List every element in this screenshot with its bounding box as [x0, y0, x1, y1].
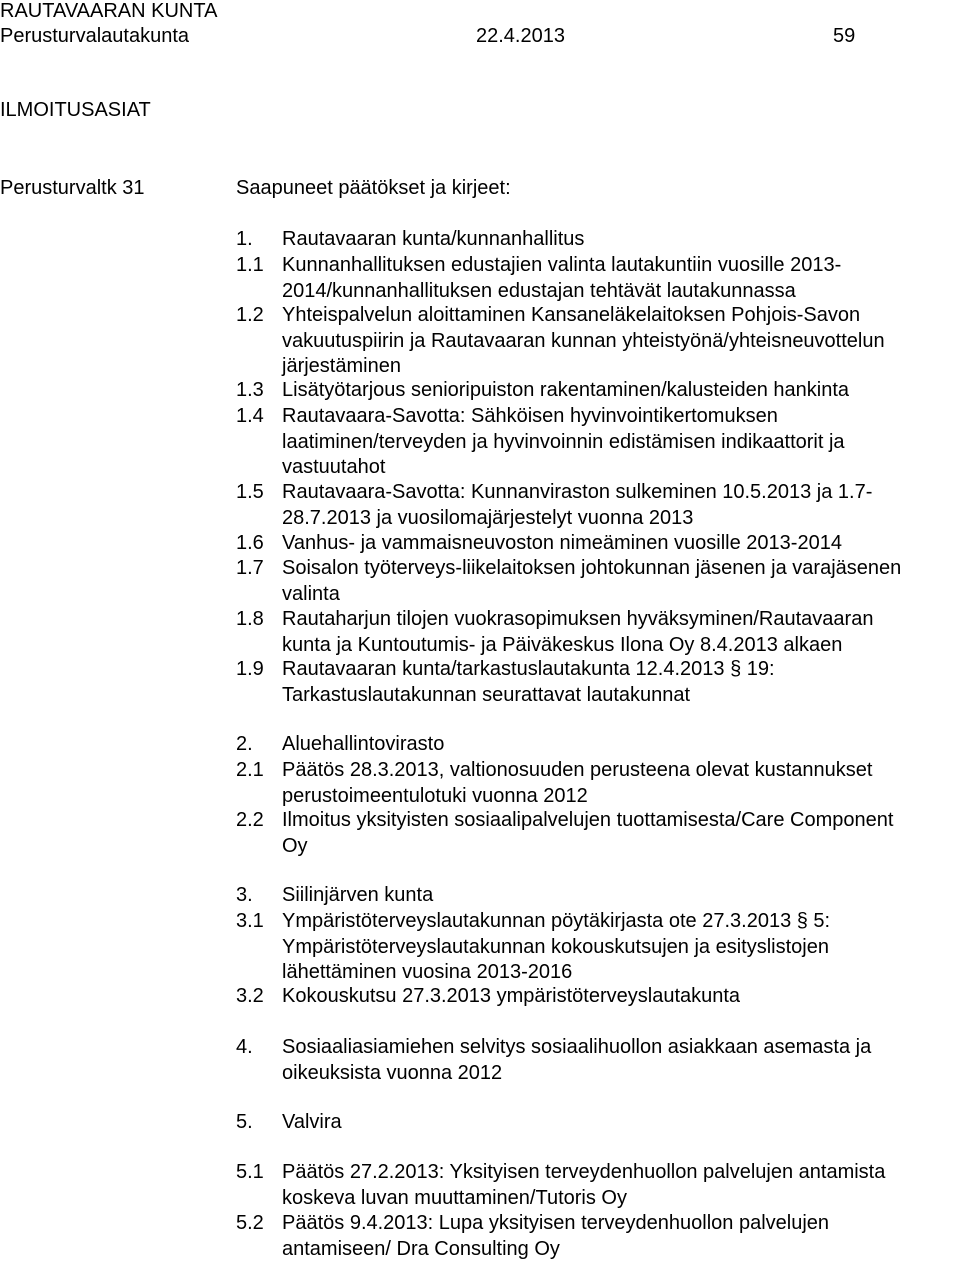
list-item-line: vastuutahot — [282, 456, 386, 478]
list-item-text — [282, 1110, 960, 1136]
list-item-line: Vanhus- ja vammaisneuvoston nimeäminen vuosille 2013-2014 — [282, 532, 842, 554]
list-item-text — [282, 480, 960, 531]
list-item-number: 5.1 — [236, 1161, 264, 1183]
list-item-text — [282, 732, 960, 758]
list-item — [236, 1035, 960, 1086]
list-item-number: 1.8 — [236, 608, 264, 630]
list-item-text — [282, 883, 960, 909]
list-item-text — [282, 1035, 960, 1086]
list-item — [236, 1160, 960, 1211]
list-item-number: 1.9 — [236, 658, 264, 680]
list-item — [236, 808, 960, 859]
list-item-line: valinta — [282, 582, 340, 605]
list-item-line: Aluehallintovirasto — [282, 733, 445, 755]
list-item-number: 1. — [236, 228, 253, 250]
section-title: ILMOITUSASIAT — [0, 99, 151, 121]
header-org: RAUTAVAARAN KUNTA — [0, 0, 218, 22]
list-item-line: laatiminen/terveyden ja hyvinvoinnin edistämisen indikaattorit ja — [282, 430, 845, 453]
list-item-text — [282, 303, 960, 380]
list-item-text — [282, 607, 960, 658]
list-item-line: Sosiaaliasiamiehen selvitys sosiaalihuollon asiakkaan asemasta ja — [282, 1036, 872, 1058]
list-item-line: Päätös 9.4.2013: Lupa yksityisen terveydenhuollon palvelujen — [282, 1212, 830, 1234]
list-item — [236, 556, 960, 607]
list-item-line: Rautaharjun tilojen vuokrasopimuksen hyväksyminen/Rautavaaran — [282, 608, 874, 630]
list-item-text — [282, 758, 960, 809]
list-item-line: Rautavaaran kunta/kunnanhallitus — [282, 228, 585, 250]
list-item-number: 1.6 — [236, 532, 264, 554]
list-item-line: vakuutuspiirin ja Rautavaaran kunnan yhteistyönä/yhteisneuvottelun — [282, 329, 885, 352]
list-item-line: Rautavaara-Savotta: Sähköisen hyvinvointikertomuksen — [282, 405, 778, 427]
list-item — [236, 883, 960, 909]
list-item-line: Päätös 28.3.2013, valtionosuuden perusteena olevat kustannukset — [282, 759, 873, 781]
list-item-text — [282, 253, 960, 304]
list-item-number: 2.2 — [236, 809, 264, 831]
list-item-number: 1.4 — [236, 405, 264, 427]
list-item — [236, 732, 960, 758]
list-item — [236, 1211, 960, 1262]
list-item-line: Ympäristöterveyslautakunnan kokouskutsujen ja esityslistojen — [282, 935, 829, 958]
list-item-line: 28.7.2013 ja vuosilomajärjestelyt vuonna 2013 — [282, 506, 694, 529]
list-item — [236, 480, 960, 531]
header-committee: Perusturvalautakunta — [0, 25, 190, 47]
list-item-text — [282, 531, 960, 557]
list-item-text — [282, 378, 960, 404]
list-item-line: kunta ja Kuntoutumis- ja Päiväkeskus Ilona Oy 8.4.2013 alkaen — [282, 633, 843, 656]
list-item-line: oikeuksista vuonna 2012 — [282, 1061, 503, 1084]
list-item-line: antamiseen/ Dra Consulting Oy — [282, 1237, 560, 1260]
header-date: 22.4.2013 — [476, 25, 565, 47]
list-item-number: 1.1 — [236, 254, 264, 276]
list-item-number: 5.2 — [236, 1212, 264, 1234]
list-item-text — [282, 556, 960, 607]
list-item-line: Ympäristöterveyslautakunnan pöytäkirjasta ote 27.3.2013 § 5: — [282, 910, 831, 932]
list-item — [236, 303, 960, 380]
list-item-line: Ilmoitus yksityisten sosiaalipalvelujen tuottamisesta/Care Component — [282, 809, 894, 831]
list-item-text — [282, 227, 960, 253]
list-item-line: Rautavaara-Savotta: Kunnanviraston sulkeminen 10.5.2013 ja 1.7- — [282, 481, 873, 503]
list-item-number: 1.2 — [236, 304, 264, 326]
list-item-line: koskeva luvan muuttaminen/Tutoris Oy — [282, 1186, 627, 1209]
list-item-line: Yhteispalvelun aloittaminen Kansaneläkelaitoksen Pohjois-Savon — [282, 304, 861, 326]
list-item — [236, 227, 960, 253]
list-item — [236, 758, 960, 809]
list-item-number: 1.7 — [236, 557, 264, 579]
list-item-line: Päätös 27.2.2013: Yksityisen terveydenhuollon palvelujen antamista — [282, 1161, 886, 1183]
list-item — [236, 607, 960, 658]
list-item-text — [282, 1211, 960, 1262]
list-item-number: 3.2 — [236, 985, 264, 1007]
list-item-line: Rautavaaran kunta/tarkastuslautakunta 12.4.2013 § 19: — [282, 658, 775, 680]
list-item-line: Kokouskutsu 27.3.2013 ympäristöterveyslautakunta — [282, 985, 741, 1007]
list-item-text — [282, 1160, 960, 1211]
list-item — [236, 531, 960, 557]
list-item-text — [282, 909, 960, 986]
list-item-line: Valvira — [282, 1111, 342, 1133]
list-item — [236, 253, 960, 304]
list-item-line: Kunnanhallituksen edustajien valinta lautakuntiin vuosille 2013- — [282, 254, 842, 276]
list-item-text — [282, 808, 960, 859]
reference-label: Perusturvaltk 31 — [0, 177, 145, 199]
list-item-number: 1.5 — [236, 481, 264, 503]
reference-heading: Saapuneet päätökset ja kirjeet: — [236, 177, 511, 199]
list-item-line: Siilinjärven kunta — [282, 884, 434, 906]
list-item — [236, 404, 960, 481]
list-item-line: järjestäminen — [282, 355, 401, 377]
list-item — [236, 1110, 960, 1136]
list-item-number: 1.3 — [236, 379, 264, 401]
list-item-number: 5. — [236, 1111, 253, 1133]
list-item-line: perustoimeentulotuki vuonna 2012 — [282, 784, 588, 807]
list-item — [236, 378, 960, 404]
list-item-number: 4. — [236, 1036, 253, 1058]
list-item-line: lähettäminen vuosina 2013-2016 — [282, 961, 573, 983]
list-item-number: 2. — [236, 733, 253, 755]
header-page-number: 59 — [833, 25, 856, 47]
list-item-line: Tarkastuslautakunnan seurattavat lautakunnat — [282, 683, 691, 706]
list-item-number: 3.1 — [236, 910, 264, 932]
list-item-line: 2014/kunnanhallituksen edustajan tehtävät lautakunnassa — [282, 279, 796, 302]
list-item-line: Lisätyötarjous senioripuiston rakentaminen/kalusteiden hankinta — [282, 379, 850, 401]
list-item-text — [282, 404, 960, 481]
list-item-line: Soisalon työterveys-liikelaitoksen johtokunnan jäsenen ja varajäsenen — [282, 557, 902, 579]
list-item-line: Oy — [282, 834, 308, 857]
list-item-text — [282, 657, 960, 708]
list-item-number: 2.1 — [236, 759, 264, 781]
list-item-text — [282, 984, 960, 1010]
list-item — [236, 984, 960, 1010]
list-item-number: 3. — [236, 884, 253, 906]
list-item — [236, 909, 960, 986]
list-item — [236, 657, 960, 708]
